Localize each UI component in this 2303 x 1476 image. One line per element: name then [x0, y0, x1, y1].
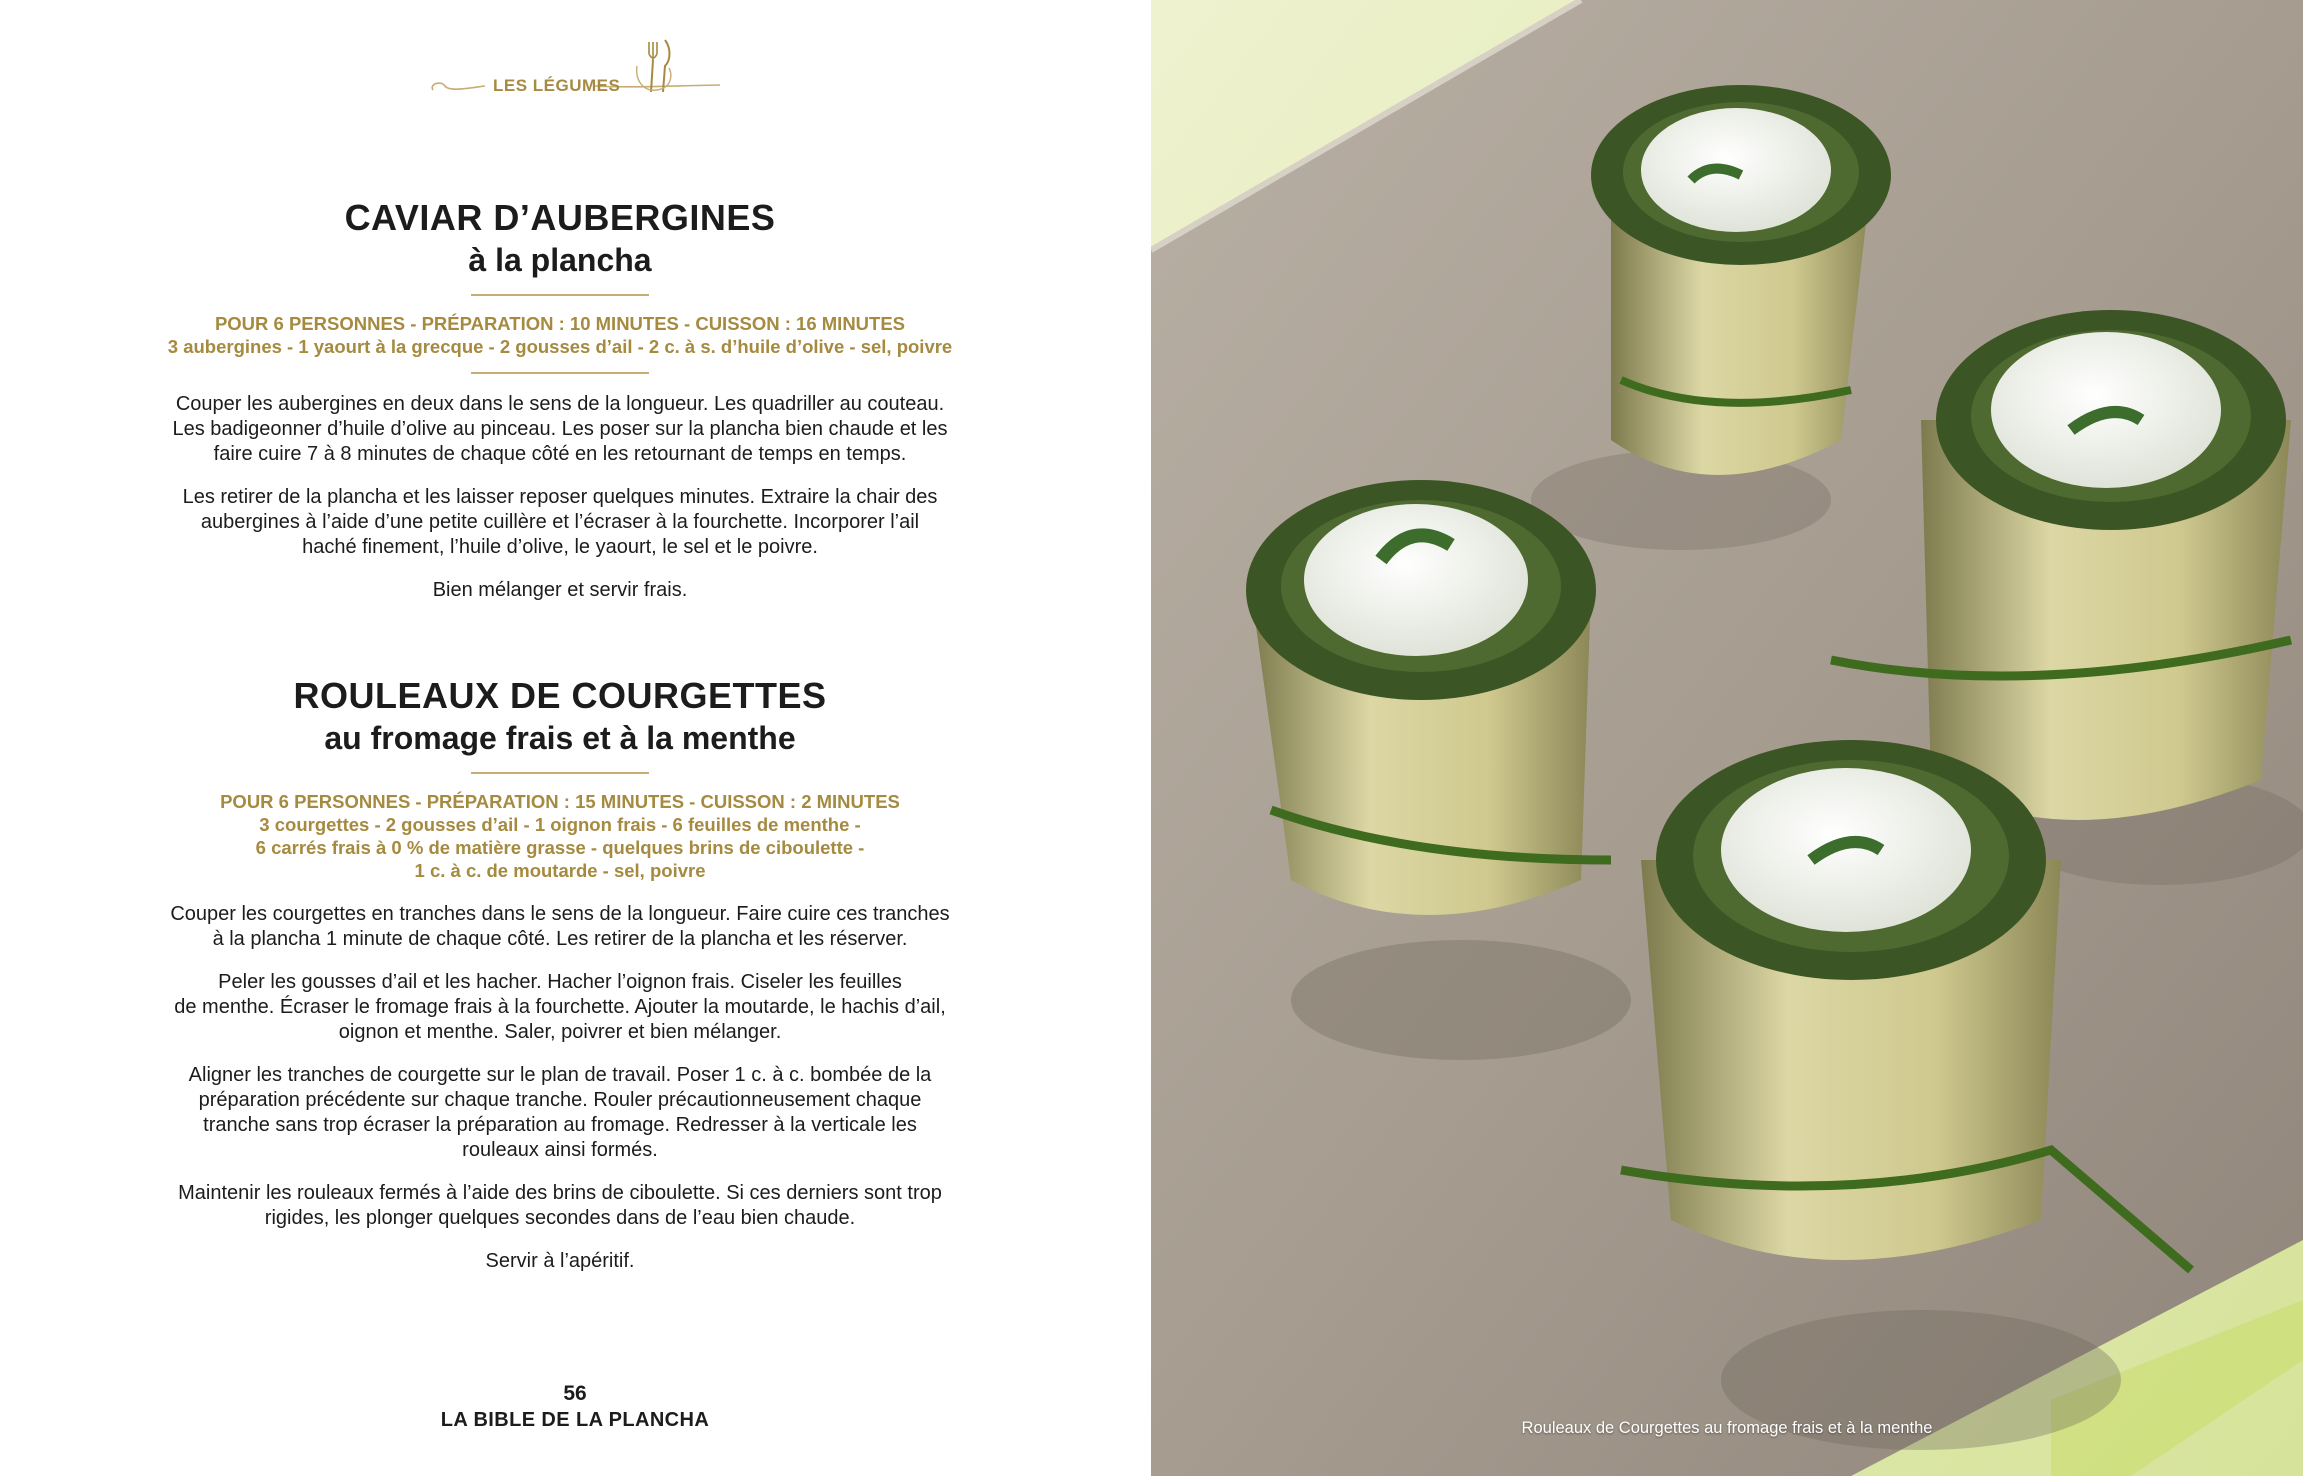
text-line: rouleaux ainsi formés. — [462, 1139, 658, 1161]
text-line: Servir à l’apéritif. — [485, 1250, 635, 1272]
instruction-paragraph — [140, 970, 980, 1045]
text-line: haché finement, l’huile d’olive, le yaourt, le sel et le poivre. — [302, 536, 818, 558]
recipe-subtitle: au fromage frais et à la menthe — [324, 720, 796, 756]
recipe-title: ROULEAUX DE COURGETTES — [293, 675, 827, 716]
servings-timing: POUR 6 PERSONNES - PRÉPARATION : 15 MINUTES - CUISSON : 2 MINUTES — [220, 791, 900, 812]
instruction-paragraph — [140, 485, 980, 560]
recipe-meta — [140, 790, 980, 882]
zucchini-roll — [1246, 480, 1611, 915]
text-line: Aligner les tranches de courgette sur le plan de travail. Poser 1 c. à c. bombée de la — [188, 1064, 932, 1086]
instruction-paragraph — [140, 578, 980, 603]
text-line: Les badigeonner d’huile d’olive au pinceau. Les poser sur la plancha bien chaude et les — [172, 418, 948, 440]
text-line: faire cuire 7 à 8 minutes de chaque côté en les retournant de temps en temps. — [213, 443, 907, 465]
text-line: oignon et menthe. Saler, poivrer et bien mélanger. — [338, 1021, 782, 1043]
servings-timing: POUR 6 PERSONNES - PRÉPARATION : 10 MINUTES - CUISSON : 16 MINUTES — [214, 313, 906, 334]
page-footer — [375, 1380, 775, 1433]
text-line: aubergines à l’aide d’une petite cuillère et l’écraser à la fourchette. Incorporer l’ail — [200, 511, 920, 533]
section-label: LES LÉGUMES — [493, 76, 621, 95]
page-number: 56 — [563, 1382, 587, 1405]
instruction-paragraph — [140, 1249, 980, 1274]
recipe-rouleaux-courgettes — [140, 674, 980, 1292]
instruction-paragraph — [140, 902, 980, 952]
text-line: Couper les courgettes en tranches dans le sens de la longueur. Faire cuire ces tranches — [170, 903, 950, 925]
ingredients-line: 1 c. à c. de moutarde - sel, poivre — [414, 860, 706, 881]
text-line: préparation précédente sur chaque tranche. Rouler précautionneusement chaque — [198, 1089, 922, 1111]
text-line: à la plancha 1 minute de chaque côté. Les retirer de la plancha et les réserver. — [212, 928, 908, 950]
text-line: Couper les aubergines en deux dans le sens de la longueur. Les quadriller au couteau. — [175, 393, 945, 415]
ingredients-line: 6 carrés frais à 0 % de matière grasse - quelques brins de ciboulette - — [255, 837, 865, 858]
text-line: Peler les gousses d’ail et les hacher. Hacher l’oignon frais. Ciseler les feuilles — [218, 971, 902, 993]
ingredients-line: 3 aubergines - 1 yaourt à la grecque - 2 gousses d’ail - 2 c. à s. d’huile d’olive - sel, poivre — [167, 336, 953, 357]
text-line: tranche sans trop écraser la préparation au fromage. Redresser à la verticale les — [203, 1114, 917, 1136]
recipe-subtitle: à la plancha — [468, 242, 652, 278]
text-line: Maintenir les rouleaux fermés à l’aide des brins de ciboulette. Si ces derniers sont trop — [178, 1182, 942, 1204]
zucchini-rolls-illustration — [1151, 0, 2303, 1476]
divider — [471, 772, 649, 774]
book-title: LA BIBLE DE LA PLANCHA — [440, 1409, 710, 1431]
recipe-title: CAVIAR D’AUBERGINES — [344, 197, 776, 238]
section-header — [425, 36, 725, 96]
instruction-paragraph — [140, 1063, 980, 1163]
recipe-caviar-aubergines — [140, 196, 980, 621]
text-line: rigides, les plonger quelques secondes dans de l’eau bien chaude. — [264, 1207, 856, 1229]
instruction-paragraph — [140, 1181, 980, 1231]
text-line: Les retirer de la plancha et les laisser reposer quelques minutes. Extraire la chair des — [182, 486, 938, 508]
left-page — [0, 0, 1151, 1476]
text-line: Bien mélanger et servir frais. — [432, 579, 688, 601]
recipe-instructions — [140, 392, 980, 603]
recipe-meta — [140, 312, 980, 358]
divider — [471, 372, 649, 374]
divider — [471, 294, 649, 296]
photo-caption: Rouleaux de Courgettes au fromage frais et à la menthe — [1521, 1419, 1933, 1437]
instruction-paragraph — [140, 392, 980, 467]
recipe-instructions — [140, 902, 980, 1274]
recipe-photo — [1151, 0, 2303, 1476]
text-line: de menthe. Écraser le fromage frais à la fourchette. Ajouter la moutarde, le hachis d’ail, — [174, 996, 946, 1018]
ingredients-line: 3 courgettes - 2 gousses d’ail - 1 oignon frais - 6 feuilles de menthe - — [259, 814, 861, 835]
